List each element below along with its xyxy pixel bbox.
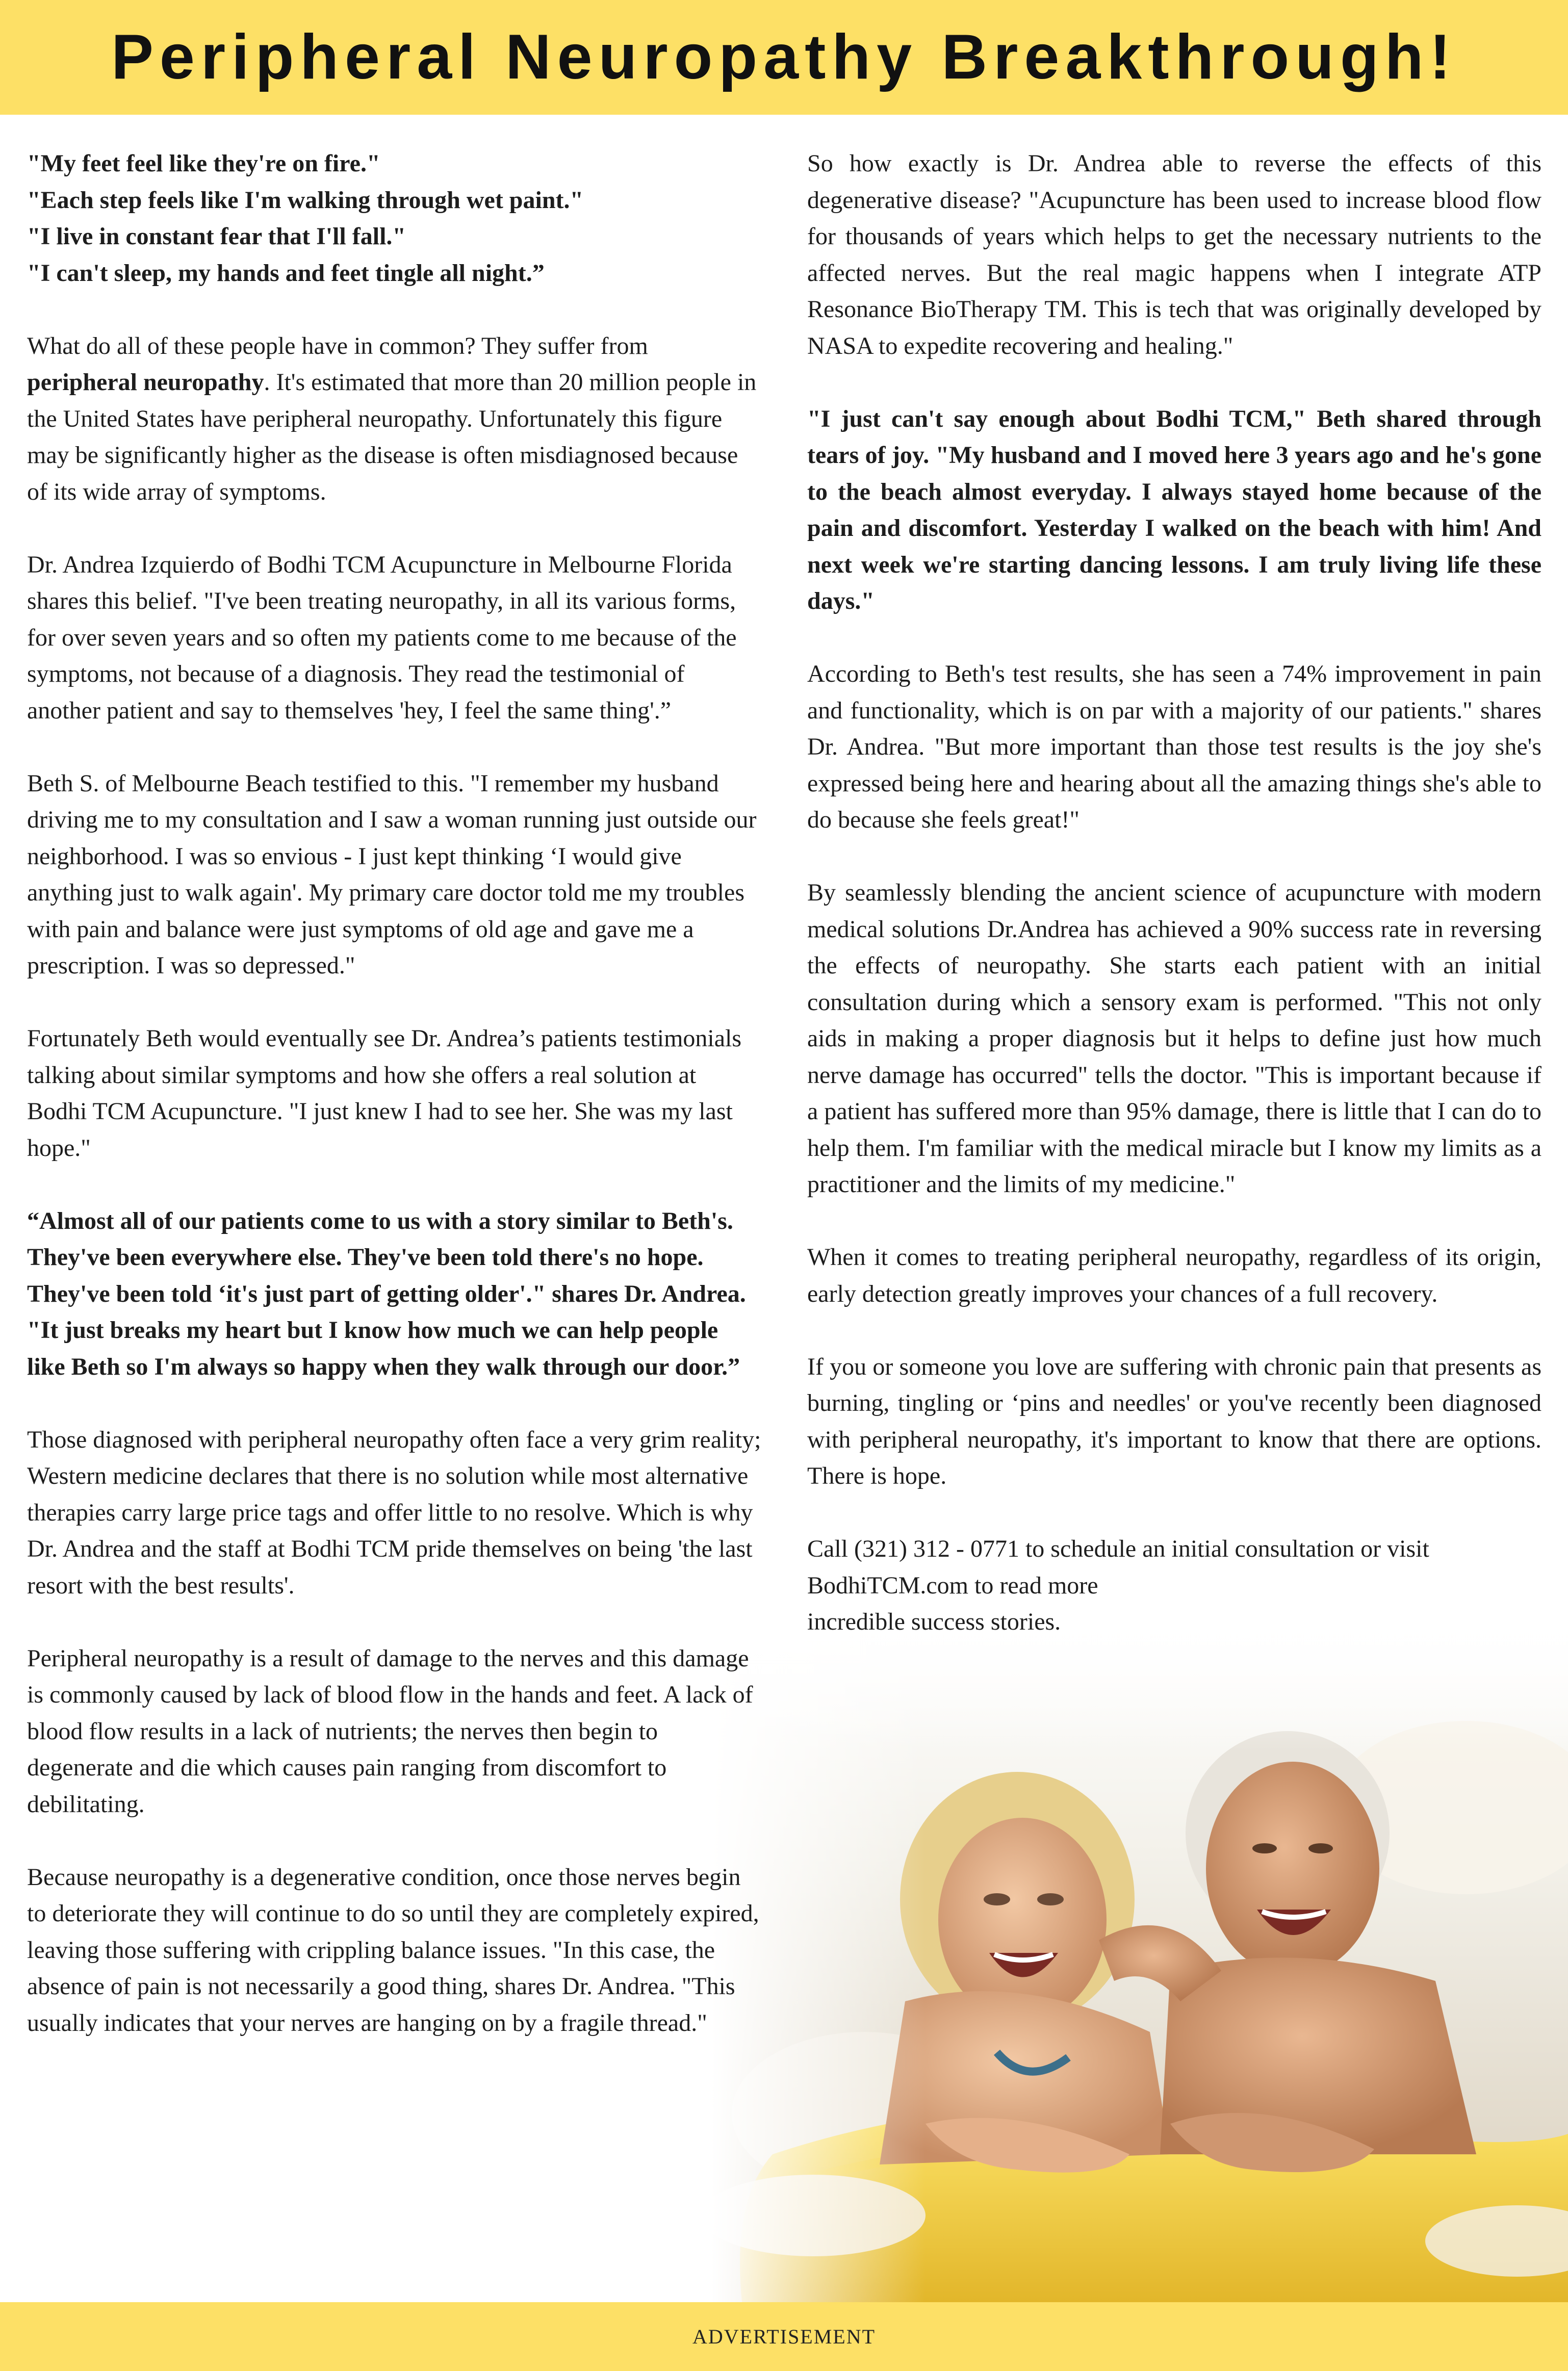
intro-bold-term: peripheral neuropathy: [27, 369, 264, 396]
cta-link[interactable]: BodhiTCM.com to read more: [807, 1571, 1098, 1599]
footer-banner: [0, 2302, 1568, 2371]
quote-line: "I live in constant fear that I'll fall.": [27, 223, 406, 250]
method-paragraph: So how exactly is Dr. Andrea able to reverse the effects of this degenerative disease? "Acupuncture has been used to increase blood flow for thousands of years which helps to get the necessary nutrients to the affected nerves. But the real magic happens when I integrate ATP Resonance BioTherapy TM. This is tech that was originally developed by NASA to expedite recovering and healing.": [807, 150, 1541, 359]
degenerative-paragraph: Because neuropathy is a degenerative condition, once those nerves begin to deteriorate they will continue to do so until they are completely expired, leaving those suffering with crippling balance issues. "In this case, the absence of pain is not necessarily a good thing, shares Dr. Andrea. "This usually indicates that your nerves are hanging on by a fragile thread.": [27, 1863, 759, 2037]
success-rate-paragraph: By seamlessly blending the ancient science of acupuncture with modern medical solutions Dr.Andrea has achieved a 90% success rate in reversing the effects of neuropathy. She starts each patient with an initial consultation during which a sensory exam is performed. "This not only aids in making a proper diagnosis but it helps to define just how much nerve damage has occurred" tells the doctor. "This is important because if a patient has suffered more than 95% damage, there is little that I can do to help them. I'm familiar with the medical miracle but I know my limits as a practitioner and the limits of my medicine.": [807, 879, 1541, 1198]
quote-line: "I can't sleep, my hands and feet tingle all night.”: [27, 259, 545, 287]
opening-quotes: [27, 145, 761, 291]
quote-line: "Each step feels like I'm walking through wet paint.": [27, 186, 584, 214]
beth-testimonial: "I just can't say enough about Bodhi TCM," Beth shared through tears of joy. "My husband and I moved here 3 years ago and he's gone to the beach almost everyday. I always stayed home because of the pain and discomfort. Yesterday I walked on the beach with him! And next week we're starting dancing lessons. I am truly living life these days.": [807, 405, 1541, 614]
cta-line: incredible success stories.: [807, 1608, 1061, 1635]
pull-quote: “Almost all of our patients come to us with a story similar to Beth's. They've been everywhere else. They've been told there's no hope. They've been told ‘it's just part of getting older'." shares Dr. Andrea. "It just breaks my heart but I know how much we can help people like Beth so I'm always so happy when they walk through our door.”: [27, 1207, 746, 1380]
header-banner: [0, 0, 1568, 115]
hope-paragraph: If you or someone you love are suffering with chronic pain that presents as burning, tingling or ‘pins and needles' or you've recently been diagnosed with peripheral neuropathy, it's important to know that there are options. There is hope.: [807, 1353, 1541, 1489]
cta-line: Call (321) 312 - 0771 to schedule an initial consultation or visit: [807, 1535, 1429, 1562]
right-column: [807, 145, 1541, 1677]
page-title: Peripheral Neuropathy Breakthrough!: [111, 22, 1457, 92]
intro-paragraph: [27, 328, 761, 510]
advertisement-label: ADVERTISEMENT: [692, 2325, 876, 2348]
cause-paragraph: Peripheral neuropathy is a result of damage to the nerves and this damage is commonly caused by lack of blood flow in the hands and feet. A lack of blood flow results in a lack of nutrients; the nerves then begin to degenerate and die which causes pain ranging from discomfort to debilitating.: [27, 1644, 753, 1818]
doctor-paragraph: Dr. Andrea Izquierdo of Bodhi TCM Acupuncture in Melbourne Florida shares this belief. "I've been treating neuropathy, in all its various forms, for over seven years and so often my patients come to me because of the symptoms, not because of a diagnosis. They read the testimonial of another patient and say to themselves 'hey, I feel the same thing'.”: [27, 551, 737, 724]
beth-paragraph: Beth S. of Melbourne Beach testified to this. "I remember my husband driving me to my consultation and I saw a woman running just outside our neighborhood. I was so envious - I just kept thinking ‘I would give anything just to walk again'. My primary care doctor told me my troubles with pain and balance were just symptoms of old age and gave me a prescription. I was so depressed.": [27, 769, 757, 979]
early-detection-paragraph: When it comes to treating peripheral neuropathy, regardless of its origin, early detection greatly improves your chances of a full recovery.: [807, 1244, 1541, 1307]
intro-text-a: What do all of these people have in common? They suffer from: [27, 332, 648, 359]
quote-line: "My feet feel like they're on fire.": [27, 150, 380, 177]
results-paragraph: According to Beth's test results, she has seen a 74% improvement in pain and functionality, which is on par with a majority of our patients." shares Dr. Andrea. "But more important than those test results is the joy she's expressed being here and hearing about all the amazing things she's able to do because she feels great!": [807, 660, 1541, 833]
call-to-action: [807, 1531, 1541, 1640]
left-column: [27, 145, 761, 2078]
reality-paragraph: Those diagnosed with peripheral neuropathy often face a very grim reality; Western medicine declares that there is no solution while most alternative therapies carry large price tags and offer little to no resolve. Which is why Dr. Andrea and the staff at Bodhi TCM pride themselves on being 'the last resort with the best results'.: [27, 1426, 761, 1599]
beach-couple-photo: [711, 1614, 1568, 2302]
testimonials-paragraph: Fortunately Beth would eventually see Dr. Andrea’s patients testimonials talking about similar symptoms and how she offers a real solution at Bodhi TCM Acupuncture. "I just knew I had to see her. She was my last hope.": [27, 1025, 742, 1162]
intro-text-b: . It's estimated that more than 20 million people in the United States have peripheral neuropathy. Unfortunately this figure may be significantly higher as the disease is often misdiagnosed because of its wide array of symptoms.: [27, 369, 757, 505]
